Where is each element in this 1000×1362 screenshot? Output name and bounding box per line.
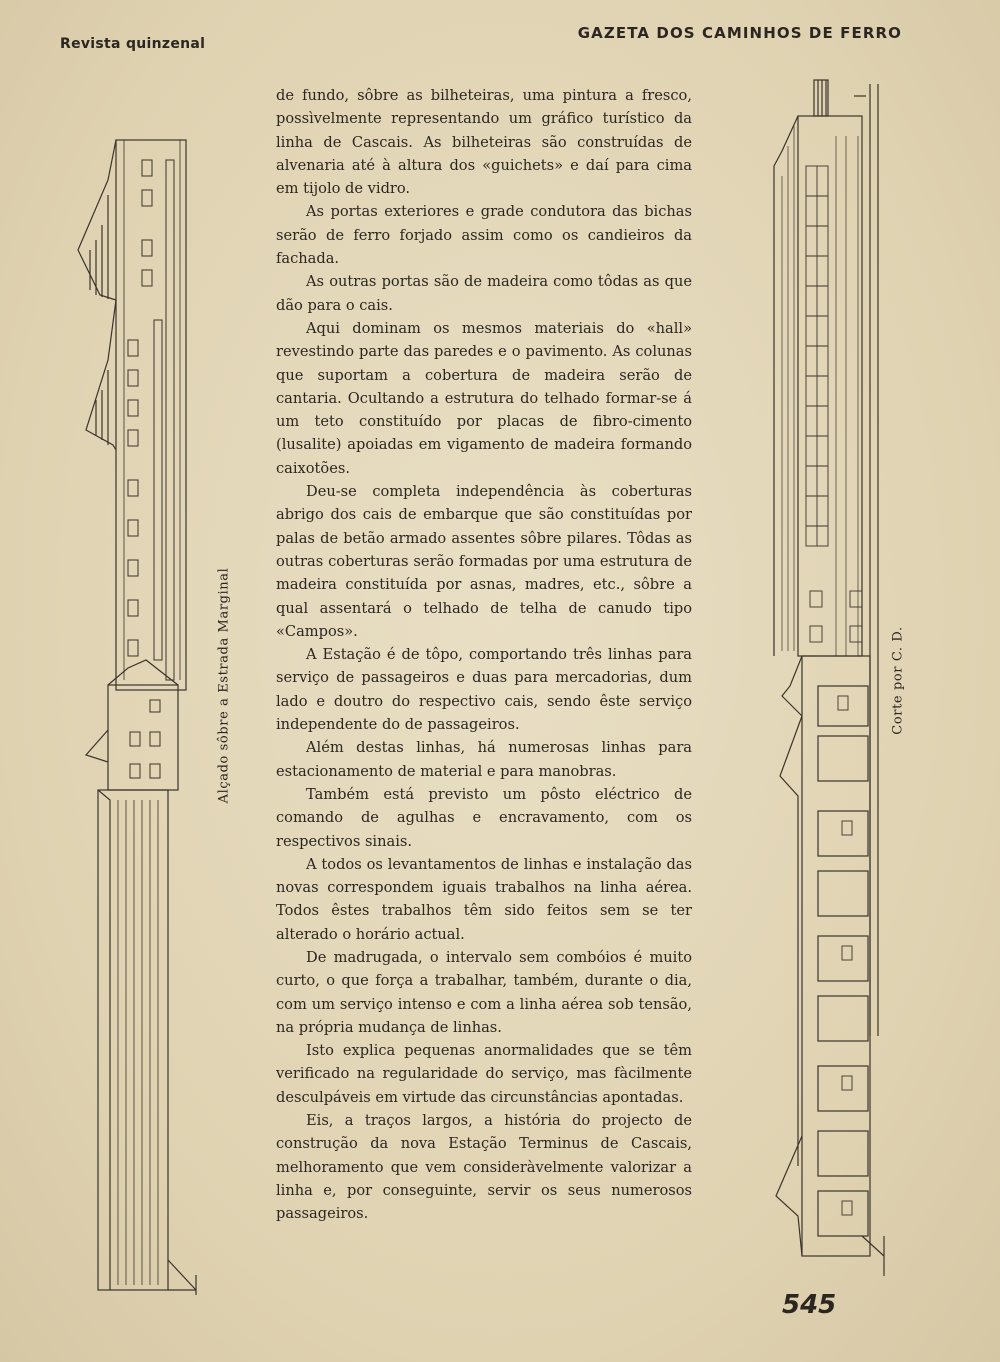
paragraph: A todos os levantamentos de linhas e instalação das novas correspondem iguais trabalhos na linha aérea. Todos êstes trabalhos têm sido feitos sem se ter alterado o horário actual. [276,855,692,943]
paragraph: Eis, a traços largos, a história do projecto de construção da nova Estação Terminus de Cascais, melhoramento que vem consideràvelmente valorizar a linha e, por conseguinte, servir os seus numerosos passageiros. [276,1112,692,1223]
figure-caption-left [212,565,236,805]
paragraph: Deu-se completa independência às coberturas abrigo dos cais de embarque que são constituídas por palas de betão armado assentes sôbre pilares. Tôdas as outras coberturas serão formadas por uma estrutura de madeira constituída por asnas, madres, etc., sôbre a qual assentará o telhado de telha de canudo tipo «Campos». [276,483,692,640]
figure-caption-left-text: Alçado sôbre a Estrada Marginal [216,567,232,803]
paragraph: De madrugada, o intervalo sem combóios é muito curto, o que força a trabalhar, também, durante o dia, com um serviço intenso e com a linha aérea sob tensão, na própria mudança de linhas. [276,948,692,1036]
paragraph: As outras portas são de madeira como tôdas as que dão para o cais. [276,273,692,314]
paragraph: A Estação é de tôpo, comportando três linhas para serviço de passageiros e duas para mercadorias, dum lado e doutro do respectivo cais, sendo êste serviço independente do de passageiros. [276,646,692,734]
paragraph: Também está previsto um pôsto eléctrico de comando de agulhas e encravamento, com os respectivos sinais. [276,785,692,850]
page-number: 545 [782,1290,837,1320]
paragraph: Isto explica pequenas anormalidades que se têm verificado na regularidade do serviço, mas fàcilmente desculpáveis em virtude das circunstâncias apontadas. [276,1042,692,1106]
running-header-right: GAZETA DOS CAMINHOS DE FERRO [577,24,902,42]
figure-caption-right-text: Corte por C. D. [890,625,906,735]
running-header-left: Revista quinzenal [60,36,206,52]
section-drawing [762,76,892,1276]
paragraph: As portas exteriores e grade condutora das bichas serão de ferro forjado assim como os candieiros da fachada. [276,203,692,268]
paragraph: Além destas linhas, há numerosas linhas para estacionamento de material e para manobras. [276,739,692,780]
figure-caption-right [886,610,910,750]
paragraph: Aqui dominam os mesmos materiais do «hall» revestindo parte das paredes e o pavimento. As colunas que suportam a cobertura de madeira serão de cantaria. Ocultando a estrutura do telhado formar-se á um teto constituído por placas de fibro-cimento (lusalite) apoiadas em vigamento de madeira formando caixotões. [276,319,692,477]
paragraph: de fundo, sôbre as bilheteiras, uma pintura a fresco, possìvelmente representando um gráfico turístico da linha de Cascais. As bilheteiras são construídas de alvenaria até à altura dos «guichets» e daí para cima em tijolo de vidro. [276,87,692,198]
elevation-drawing [68,100,198,1320]
article-body [276,84,692,1226]
